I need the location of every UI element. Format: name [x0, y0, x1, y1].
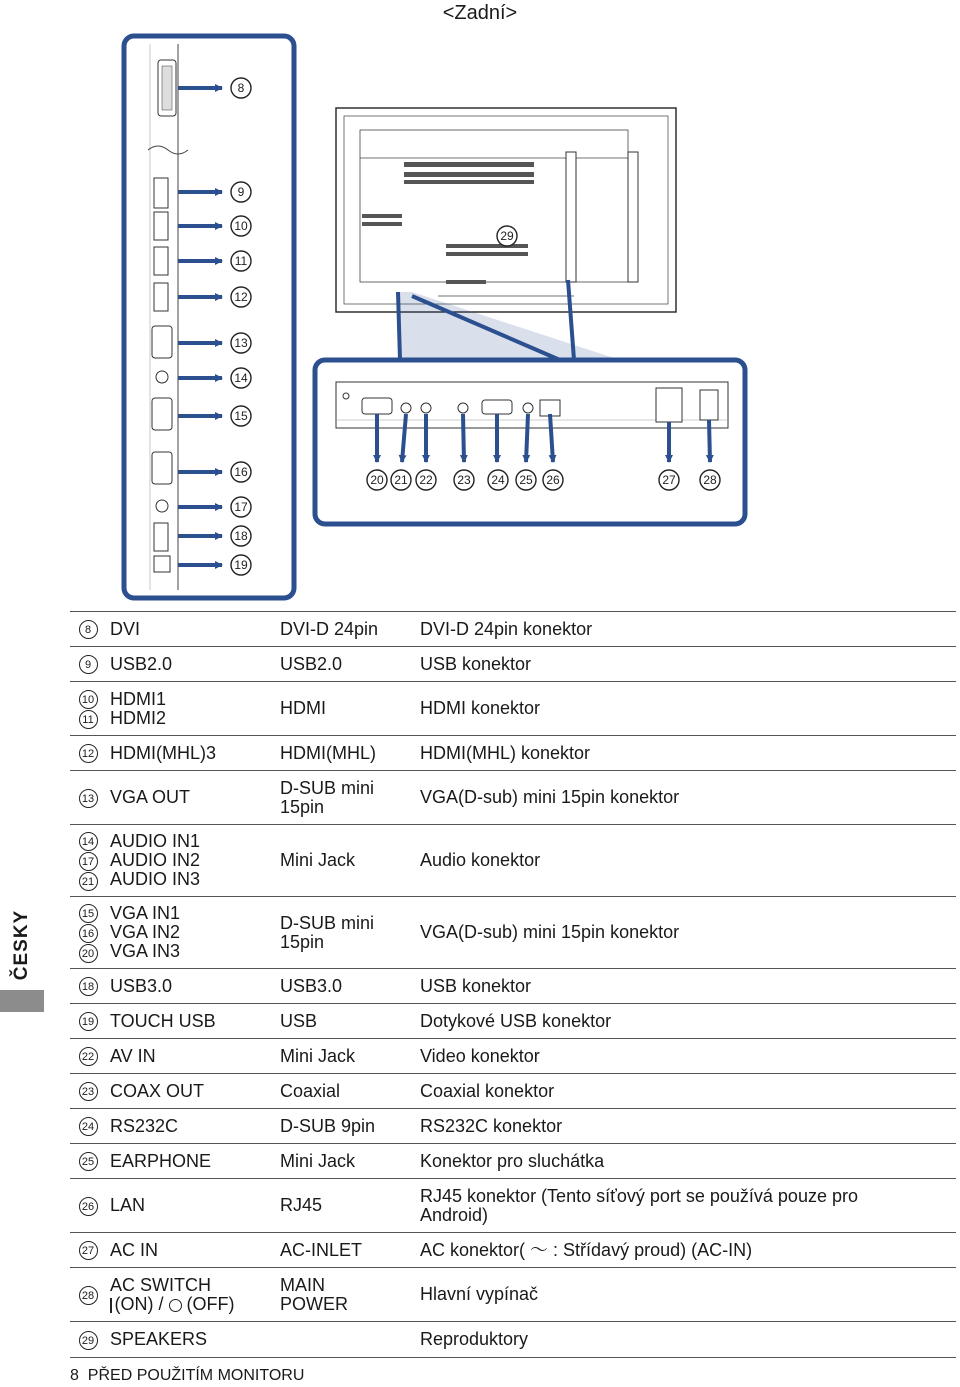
connector-description-line: USB konektor	[420, 975, 532, 996]
callout-28: 28	[703, 473, 717, 487]
connector-name	[106, 1004, 276, 1039]
language-tab-label: ČESKY	[11, 909, 32, 981]
on-symbol-icon	[110, 1298, 112, 1313]
connector-description-line: USB konektor	[420, 653, 532, 674]
connector-description-line: Audio konektor	[420, 850, 541, 870]
ac-inlet	[656, 388, 682, 422]
monitor-rear-view	[336, 108, 676, 360]
lan-port	[540, 400, 560, 416]
side-panel-frame	[124, 36, 294, 598]
connector-name-line: AUDIO IN1	[110, 831, 201, 851]
connector-name	[106, 825, 276, 897]
connector-description	[416, 612, 956, 647]
row-callout-numbers	[70, 1144, 106, 1179]
connector-name-line: VGA IN2	[110, 922, 181, 942]
connector-type-line: Mini Jack	[280, 850, 356, 870]
connector-name	[106, 1233, 276, 1268]
row-callout-numbers	[70, 771, 106, 825]
connector-name-line: DVI	[110, 618, 141, 639]
connector-type	[276, 969, 416, 1004]
hdmi3-port	[154, 283, 168, 311]
connector-description-line: DVI-D 24pin konektor	[420, 618, 593, 639]
row-callout-numbers	[70, 1322, 106, 1358]
table-row	[70, 1322, 956, 1358]
row-callout-number: 29	[79, 1331, 98, 1350]
connector-type-line: USB3.0	[280, 975, 343, 996]
connector-name	[106, 1268, 276, 1322]
connector-name	[106, 771, 276, 825]
connector-name-line: RS232C	[110, 1115, 179, 1136]
connector-type	[276, 771, 416, 825]
connector-description-line: HDMI konektor	[420, 698, 541, 718]
row-callout-number: 13	[79, 789, 98, 808]
connector-name-line: EARPHONE	[110, 1150, 212, 1171]
connector-name-line: LAN	[110, 1195, 146, 1215]
row-callout-number: 28	[79, 1286, 98, 1305]
connector-description-line: Konektor pro sluchátka	[420, 1150, 605, 1171]
touch-usb-port	[154, 556, 170, 572]
connector-type-line: USB	[280, 1010, 318, 1031]
row-callout-number: 15	[79, 904, 98, 923]
page-number: 8	[70, 1367, 79, 1384]
connector-type	[276, 682, 416, 736]
callout-8: 8	[237, 81, 245, 95]
connector-type	[276, 736, 416, 771]
connector-name-line: AC IN	[110, 1239, 159, 1260]
callout-19: 19	[234, 558, 248, 572]
connector-type-line: AC-INLET	[280, 1239, 363, 1260]
connector-name-line: HDMI1	[110, 688, 167, 709]
connector-type-line: HDMI	[280, 698, 326, 718]
row-callout-numbers	[70, 1039, 106, 1074]
connector-name-line: AUDIO IN2	[110, 850, 201, 870]
row-callout-number: 26	[79, 1197, 98, 1216]
table-row	[70, 771, 956, 825]
connector-description	[416, 1039, 956, 1074]
row-callout-numbers	[70, 1109, 106, 1144]
table-row	[70, 897, 956, 969]
vga-out-port	[152, 326, 172, 358]
callout-13: 13	[234, 336, 248, 350]
connector-type-line: D-SUB mini	[280, 777, 375, 798]
connector-description	[416, 1004, 956, 1039]
connector-type	[276, 1144, 416, 1179]
connector-name	[106, 647, 276, 682]
connector-description-line: VGA(D-sub) mini 15pin konektor	[420, 922, 680, 942]
table-row	[70, 736, 956, 771]
connector-type-line: 15pin	[280, 796, 325, 817]
connector-type-line: D-SUB mini	[280, 912, 375, 933]
connector-description-line: Hlavní vypínač	[420, 1284, 539, 1304]
connector-type	[276, 1268, 416, 1322]
callout-12: 12	[234, 290, 248, 304]
connector-name	[106, 1179, 276, 1233]
callout-25: 25	[519, 473, 533, 487]
callout-24: 24	[491, 473, 505, 487]
connector-name-line: SPEAKERS	[110, 1329, 208, 1349]
footer-text: PŘED POUŽITÍM MONITORU	[87, 1367, 305, 1384]
callout-27: 27	[662, 473, 676, 487]
table-row	[70, 1109, 956, 1144]
row-callout-number: 27	[79, 1241, 98, 1260]
table-row	[70, 1144, 956, 1179]
vga-in3-port	[362, 398, 392, 414]
connector-description	[416, 682, 956, 736]
callout-22: 22	[419, 473, 433, 487]
callout-16: 16	[234, 465, 248, 479]
row-callout-number: 25	[79, 1152, 98, 1171]
connector-name-line: AV IN	[110, 1045, 156, 1066]
callout-17: 17	[234, 500, 248, 514]
callout-15: 15	[234, 409, 248, 423]
connector-name-line: (ON) / (OFF)	[110, 1295, 276, 1314]
connector-description	[416, 1233, 956, 1268]
connector-type	[276, 1074, 416, 1109]
table-row	[70, 969, 956, 1004]
connector-description-line: HDMI(MHL) konektor	[420, 742, 591, 763]
connector-table	[70, 611, 956, 1358]
row-callout-number: 20	[79, 944, 98, 963]
usb2-port	[154, 178, 168, 208]
connector-name	[106, 1109, 276, 1144]
row-callout-numbers	[70, 1233, 106, 1268]
table-row	[70, 1268, 956, 1322]
row-callout-number: 17	[79, 852, 98, 871]
table-row	[70, 612, 956, 647]
vga-in2-port	[152, 452, 172, 484]
callout-23: 23	[457, 473, 471, 487]
callout-14: 14	[234, 371, 248, 385]
row-callout-number: 24	[79, 1117, 98, 1136]
vga-in1-port	[152, 398, 172, 430]
callout-20: 20	[370, 473, 384, 487]
connector-description-line: Coaxial konektor	[420, 1080, 555, 1101]
connector-description	[416, 1109, 956, 1144]
connector-name-line: HDMI(MHL)3	[110, 742, 216, 763]
connector-description	[416, 647, 956, 682]
row-callout-numbers	[70, 647, 106, 682]
connector-description	[416, 736, 956, 771]
connector-name-line: VGA OUT	[110, 787, 191, 807]
connector-type-line: POWER	[280, 1293, 349, 1314]
connector-name-line: USB3.0	[110, 975, 173, 996]
connector-name-line: COAX OUT	[110, 1080, 205, 1101]
usb3-port	[154, 523, 168, 551]
callout-9: 9	[237, 185, 245, 199]
connector-description	[416, 1144, 956, 1179]
connector-type	[276, 647, 416, 682]
row-callout-numbers	[70, 1179, 106, 1233]
connector-description-line: VGA(D-sub) mini 15pin konektor	[420, 787, 680, 807]
page-footer	[70, 1367, 304, 1385]
connector-name	[106, 969, 276, 1004]
callout-29: 29	[500, 229, 514, 243]
connector-type-line: D-SUB 9pin	[280, 1115, 376, 1136]
connector-name-line: HDMI2	[110, 707, 167, 728]
row-callout-number: 10	[79, 690, 98, 709]
language-tab-bar	[0, 990, 44, 1012]
connector-type	[276, 825, 416, 897]
connector-description	[416, 1074, 956, 1109]
connector-type-line: 15pin	[280, 931, 325, 952]
connector-name-line: VGA IN3	[110, 941, 181, 961]
connector-type	[276, 1322, 416, 1358]
connector-name-line: TOUCH USB	[110, 1010, 216, 1031]
connector-name	[106, 1322, 276, 1358]
row-callout-numbers	[70, 1268, 106, 1322]
connector-description	[416, 825, 956, 897]
off-symbol-icon	[169, 1299, 182, 1312]
row-callout-number: 18	[79, 977, 98, 996]
connector-name	[106, 682, 276, 736]
connector-description-line: Reproduktory	[420, 1329, 529, 1349]
connector-type-line: RJ45	[280, 1195, 323, 1215]
connector-description	[416, 969, 956, 1004]
table-row	[70, 682, 956, 736]
callout-11: 11	[234, 254, 248, 268]
row-callout-number: 19	[79, 1012, 98, 1031]
connector-description-line: Video konektor	[420, 1045, 540, 1066]
connector-type	[276, 1109, 416, 1144]
connector-description-line: AC konektor( ～ : Střídavý proud) (AC-IN)	[420, 1239, 753, 1260]
table-row	[70, 1179, 956, 1233]
row-callout-numbers	[70, 1004, 106, 1039]
row-callout-numbers	[70, 897, 106, 969]
section-heading: <Zadní>	[442, 2, 518, 24]
connector-type-line: HDMI(MHL)	[280, 742, 376, 763]
row-callout-numbers	[70, 736, 106, 771]
connector-type	[276, 1233, 416, 1268]
connector-name-line: AC SWITCH	[110, 1274, 211, 1295]
connector-type	[276, 612, 416, 647]
connector-type-line: Coaxial	[280, 1080, 341, 1101]
connector-description-line: RJ45 konektor (Tento síťový port se používá pouze pro	[420, 1185, 858, 1206]
connector-type-line: Mini Jack	[280, 1150, 356, 1171]
connector-type-line: Mini Jack	[280, 1045, 356, 1066]
connector-type	[276, 1039, 416, 1074]
table-row	[70, 647, 956, 682]
connector-description-line: RS232C konektor	[420, 1115, 563, 1136]
connector-description-line: Dotykové USB konektor	[420, 1010, 612, 1031]
hdmi2-port	[154, 247, 168, 275]
connector-description	[416, 1179, 956, 1233]
callout-26: 26	[546, 473, 560, 487]
row-callout-numbers	[70, 612, 106, 647]
row-callout-number: 23	[79, 1082, 98, 1101]
connector-type-line: DVI-D 24pin	[280, 618, 379, 639]
connector-description	[416, 897, 956, 969]
connector-description	[416, 771, 956, 825]
row-callout-number: 12	[79, 744, 98, 763]
row-callout-numbers	[70, 825, 106, 897]
connector-description	[416, 1268, 956, 1322]
rs232c-port	[482, 400, 512, 414]
row-callout-number: 14	[79, 832, 98, 851]
row-callout-number: 8	[79, 620, 98, 639]
connector-type-line: USB2.0	[280, 653, 343, 674]
callout-10: 10	[234, 219, 248, 233]
row-callout-number: 16	[79, 924, 98, 943]
callout-21: 21	[394, 473, 408, 487]
connector-name	[106, 897, 276, 969]
connector-type	[276, 1179, 416, 1233]
table-row	[70, 825, 956, 897]
row-callout-numbers	[70, 969, 106, 1004]
connector-name-line: VGA IN1	[110, 903, 181, 923]
ac-switch	[700, 390, 718, 420]
connector-type	[276, 897, 416, 969]
row-callout-numbers	[70, 1074, 106, 1109]
connector-name	[106, 736, 276, 771]
table-row	[70, 1004, 956, 1039]
row-callout-numbers	[70, 682, 106, 736]
rear-panel-figure	[0, 0, 960, 610]
connector-type-line: MAIN	[280, 1274, 325, 1295]
table-row	[70, 1074, 956, 1109]
connector-name	[106, 612, 276, 647]
row-callout-number: 9	[79, 655, 98, 674]
connector-description-line: Android)	[420, 1204, 489, 1225]
connector-name	[106, 1144, 276, 1179]
row-callout-number: 11	[79, 710, 98, 729]
table-row	[70, 1233, 956, 1268]
row-callout-number: 21	[79, 872, 98, 891]
table-row	[70, 1039, 956, 1074]
connector-name-line: USB2.0	[110, 653, 173, 674]
connector-type	[276, 1004, 416, 1039]
hdmi1-port	[154, 212, 168, 240]
connector-description	[416, 1322, 956, 1358]
connector-name	[106, 1074, 276, 1109]
callout-18: 18	[234, 529, 248, 543]
row-callout-number: 22	[79, 1047, 98, 1066]
connector-name-line: AUDIO IN3	[110, 869, 201, 889]
connector-name	[106, 1039, 276, 1074]
